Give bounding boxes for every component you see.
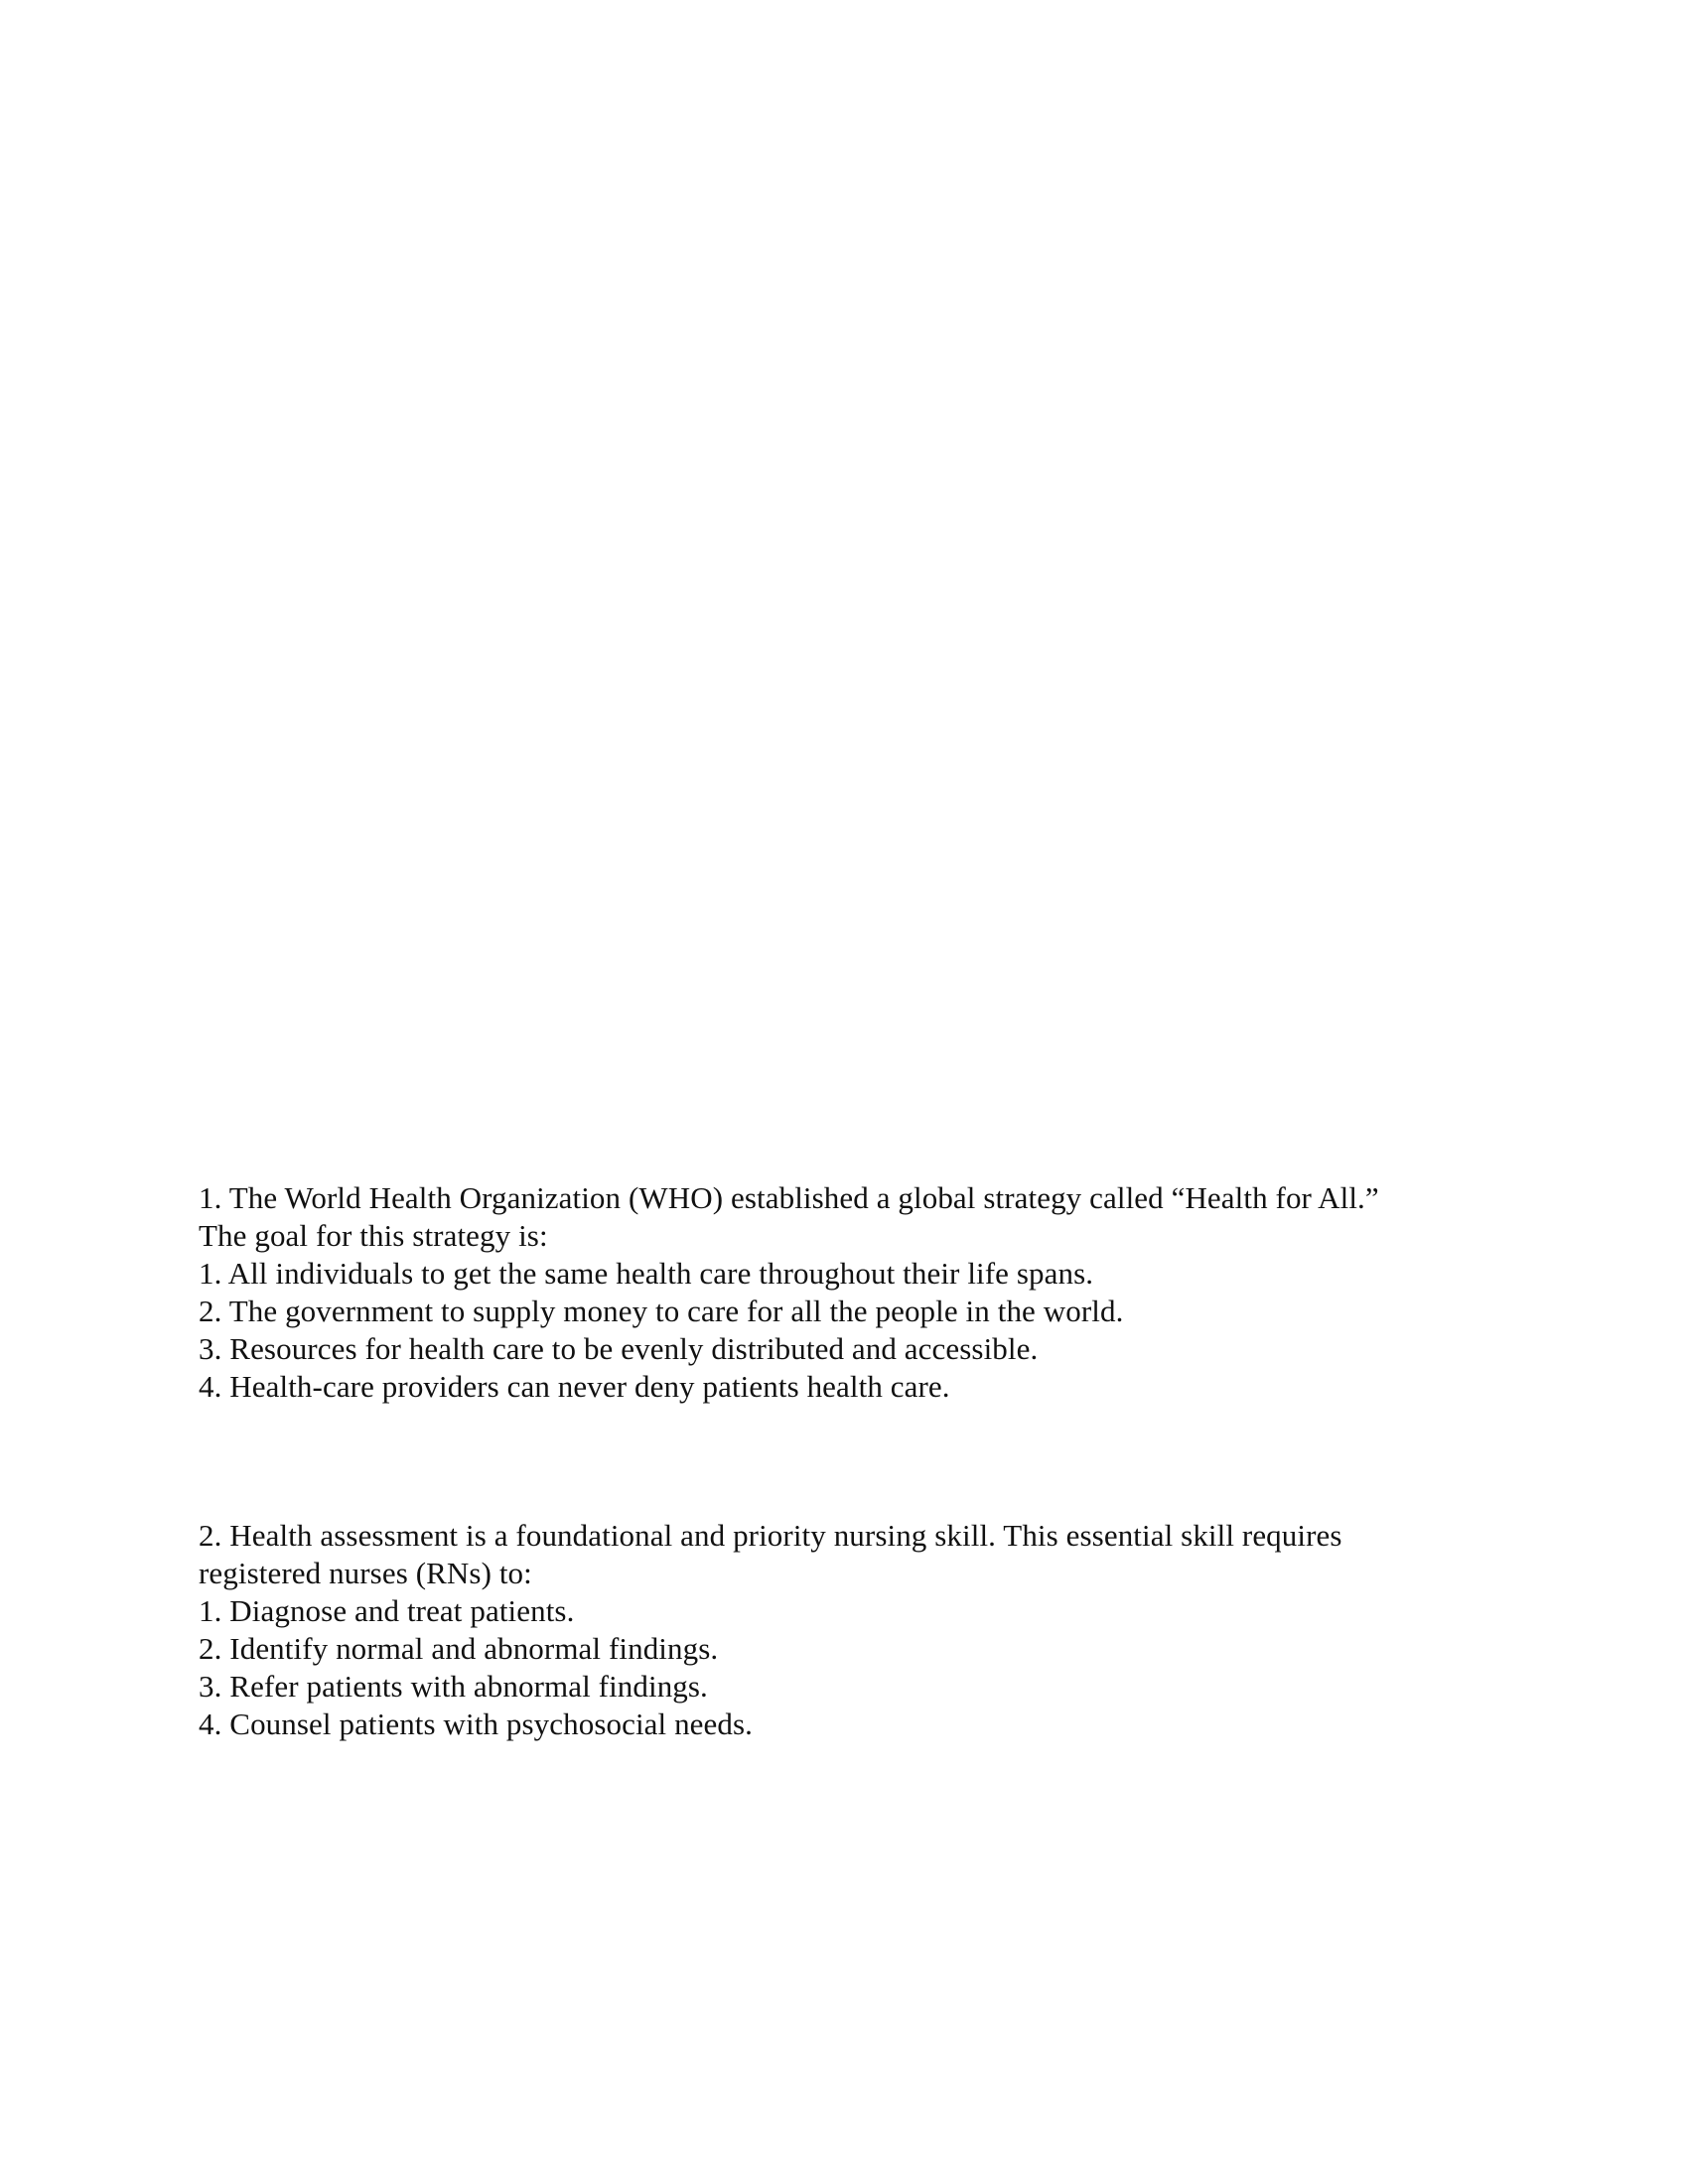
question-1-stem-line-2: The goal for this strategy is: — [199, 1218, 548, 1253]
question-2-stem-line-1: 2. Health assessment is a foundational and priority nursing skill. This essential skill requires — [199, 1518, 1342, 1553]
question-2-option-4: 4. Counsel patients with psychosocial needs. — [199, 1706, 754, 1741]
question-2 — [199, 1517, 1489, 1743]
question-2-option-2: 2. Identify normal and abnormal findings. — [199, 1631, 719, 1666]
question-2-stem-line-2: registered nurses (RNs) to: — [199, 1556, 532, 1590]
question-1 — [199, 1179, 1489, 1406]
question-2-option-3: 3. Refer patients with abnormal findings. — [199, 1669, 708, 1704]
question-1-stem-line-1: 1. The World Health Organization (WHO) established a global strategy called “Health for All.” — [199, 1180, 1379, 1215]
question-1-option-1: 1. All individuals to get the same health care throughout their life spans. — [199, 1256, 1094, 1291]
question-1-option-2: 2. The government to supply money to care for all the people in the world. — [199, 1294, 1124, 1328]
question-2-option-1: 1. Diagnose and treat patients. — [199, 1593, 575, 1628]
question-1-option-4: 4. Health-care providers can never deny patients health care. — [199, 1369, 950, 1404]
question-1-option-3: 3. Resources for health care to be evenly distributed and accessible. — [199, 1331, 1039, 1366]
